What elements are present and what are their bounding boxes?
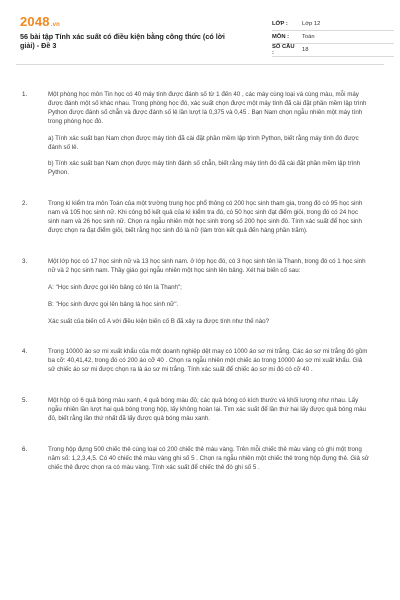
question-number: 6. [22,445,28,453]
meta-key: MÔN : [272,34,290,40]
meta-value: Toán [302,34,315,40]
document-header [16,10,384,58]
question-part-b: b) Tính xác suất bạn Nam chọn được máy tính đánh số chẵn, biết rằng máy tính đó đã cài đặt phần mềm lập trình Python. [48,160,361,177]
question-prompt: Xác suất của biến cố A với điều kiện biến cố B đã xảy ra được tính như thế nào? [48,317,270,325]
question-text: Một hộp có 6 quả bóng màu xanh, 4 quả bóng màu đỏ; các quả bóng có kích thước và khối lượng như nhau. Lấy ngẫu nhiên lần lượt hai quả bóng trong hộp, lấy không hoàn lại. Tìm xác suất để lần thứ hai lấy được quả bóng màu đỏ, biết rằng lần thứ nhất đã lấy được quả bóng màu xanh. [48,397,366,422]
question-text: Trong kì kiểm tra môn Toán của một trường trung học phổ thông có 200 học sinh tham gia, trong đó có 95 học sinh nam và 105 học sinh nữ. Khi công bố kết quả của kì kiểm tra đó, có 50 học sinh đạt điểm giỏi, trong đó có 24 học sinh nam và 26 học sinh nữ. Chọn ra ngẫu nhiên một học sinh trong số 200 học sinh đó. Tính xác suất để học sinh được chọn ra đạt điểm giỏi, biết rằng học sinh đó là nữ (làm tròn kết quả đến hàng phần trăm). [48,200,363,234]
question-body [38,91,384,178]
question-body [38,348,384,375]
question-number: 2. [22,200,28,208]
question-text: Trong hộp đựng 500 chiếc thẻ cùng loại có 200 chiếc thẻ màu vàng. Trên mỗi chiếc thẻ màu vàng có ghi một trong năm số: 1,2,3,4,5. Có 40 chiếc thẻ màu vàng ghi số 5 . Chọn ra ngẫu nhiên một chiếc thẻ trong hộp đựng thẻ. Giả sử chiếc thẻ được chọn ra có màu vàng. Tính xác suất để chiếc thẻ đó ghi số 5 . [48,445,369,471]
question-body [38,258,384,327]
question-item [16,348,384,375]
site-logo[interactable] [20,14,60,29]
meta-row-question-count [272,44,394,57]
question-list [16,65,384,473]
event-a: A: "Học sinh được gọi lên bảng có tên là Thanh"; [48,283,182,291]
question-body [38,446,384,473]
question-number: 3. [22,257,28,265]
document-title: 56 bài tập Tính xác suất có điều kiện bằng công thức (có lời giải) - Đề 3 [20,32,225,50]
question-item [16,397,384,424]
question-item [16,91,384,178]
question-item [16,446,384,473]
document-meta [272,18,394,57]
question-number: 4. [22,348,28,356]
meta-value: Lớp 12 [302,21,321,27]
question-item [16,200,384,236]
meta-key: LỚP : [272,21,288,27]
question-text: Một lớp học có 17 học sinh nữ và 13 học sinh nam. ở lớp học đó, có 3 học sinh tên là Thanh, trong đó có 1 học sinh nữ và 2 học sinh nam. Thầy giáo gọi ngẫu nhiên một học sinh lên bảng. Xét hai biến cố sau: [48,257,366,274]
question-body [38,200,384,236]
meta-row-class [272,18,394,31]
logo-text: 2048 [20,14,50,29]
question-number: 5. [22,397,28,405]
question-number: 1. [22,91,28,98]
event-b: B: "Học sinh được gọi lên bảng là học sinh nữ". [48,300,179,308]
question-text: Trong 10000 áo sơ mi xuất khẩu của một doanh nghiệp dệt may có 1000 áo sơ mi trắng. Các áo sơ mi trắng đó gồm ba cỡ: 40,41,42, trong đó có 200 áo cỡ 40 . Chọn ra ngẫu nhiên một chiếc áo trong 10000 áo sơ mi xuất khẩu. Giả sử chiếc áo sơ mi được chọn ra là áo sơ mi trắng. Tính xác suất để chiếc áo sơ mi đó có cỡ 40 . [48,348,368,374]
meta-row-subject [272,31,394,44]
question-part-a: a) Tính xác suất bạn Nam chọn được máy tính đã cài đặt phần mềm lập trình Python, biết rằng máy tính đó được đánh số lẻ. [48,134,359,151]
question-body [38,397,384,424]
meta-key: SỐ CÂU : [272,44,295,56]
meta-value: 18 [302,47,309,53]
question-item [16,258,384,327]
question-text: Một phòng học môn Tin học có 40 máy tính được đánh số từ 1 đến 40 , các máy cùng loại và cùng màu, mỗi máy được đánh một số khác nhau. Trong phòng học đó, xác suất chọn được một máy tính đã cài đặt phần mềm lập trình Python được đánh số chẵn và được đánh số lẻ lần lượt là 0,375 và 0,45 . Bạn Nam chọn ngẫu nhiên một máy tính trong phòng học đó. [48,91,367,125]
logo-suffix: .vn [50,22,61,28]
